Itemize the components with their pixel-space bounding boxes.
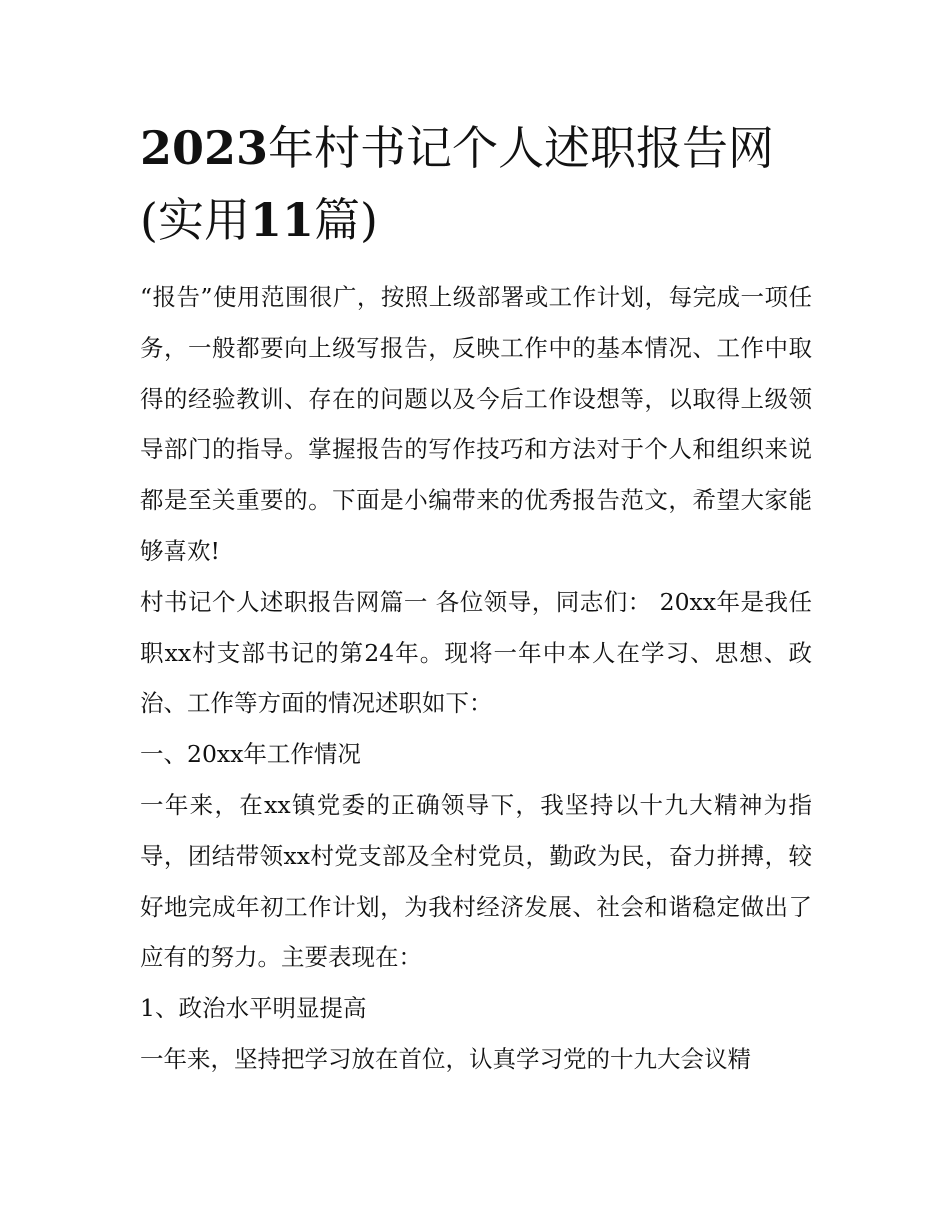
title-count: 11 bbox=[249, 193, 314, 247]
intro-paragraph: “报告”使用范围很广，按照上级部署或工作计划，每完成一项任务，一般都要向上级写报告，反映工作中的基本情况、工作中取得的经验教训、存在的问题以及今后工作设想等，以取得上级领导部门的指导。掌握报告的写作技巧和方法对于个人和组织来说都是至关重要的。下面是小编带来的优秀报告范文，希望大家能够喜欢! bbox=[140, 283, 812, 565]
document-title bbox=[140, 112, 812, 256]
title-suffix: 篇) bbox=[313, 193, 378, 247]
study-paragraph: 一年来，坚持把学习放在首位，认真学习党的十九大会议精 bbox=[140, 1044, 751, 1073]
heading-work-status: 一、20xx年工作情况 bbox=[140, 740, 361, 769]
document-page bbox=[140, 112, 812, 1085]
title-year: 2023 bbox=[140, 121, 269, 175]
heading-political-level: 1、政治水平明显提高 bbox=[140, 994, 367, 1023]
section-opening-paragraph: 村书记个人述职报告网篇一 各位领导，同志们： 20xx年是我任职xx村支部书记的第24年。现将一年中本人在学习、思想、政治、工作等方面的情况述职如下： bbox=[140, 587, 812, 718]
work-summary-paragraph: 一年来，在xx镇党委的正确领导下，我坚持以十九大精神为指导，团结带领xx村党支部及全村党员，勤政为民，奋力拼搏，较好地完成年初工作计划，为我村经济发展、社会和谐稳定做出了应有的努力。主要表现在： bbox=[140, 790, 812, 972]
title-text: 年村书记个人述职报告网(实用 bbox=[140, 121, 775, 247]
